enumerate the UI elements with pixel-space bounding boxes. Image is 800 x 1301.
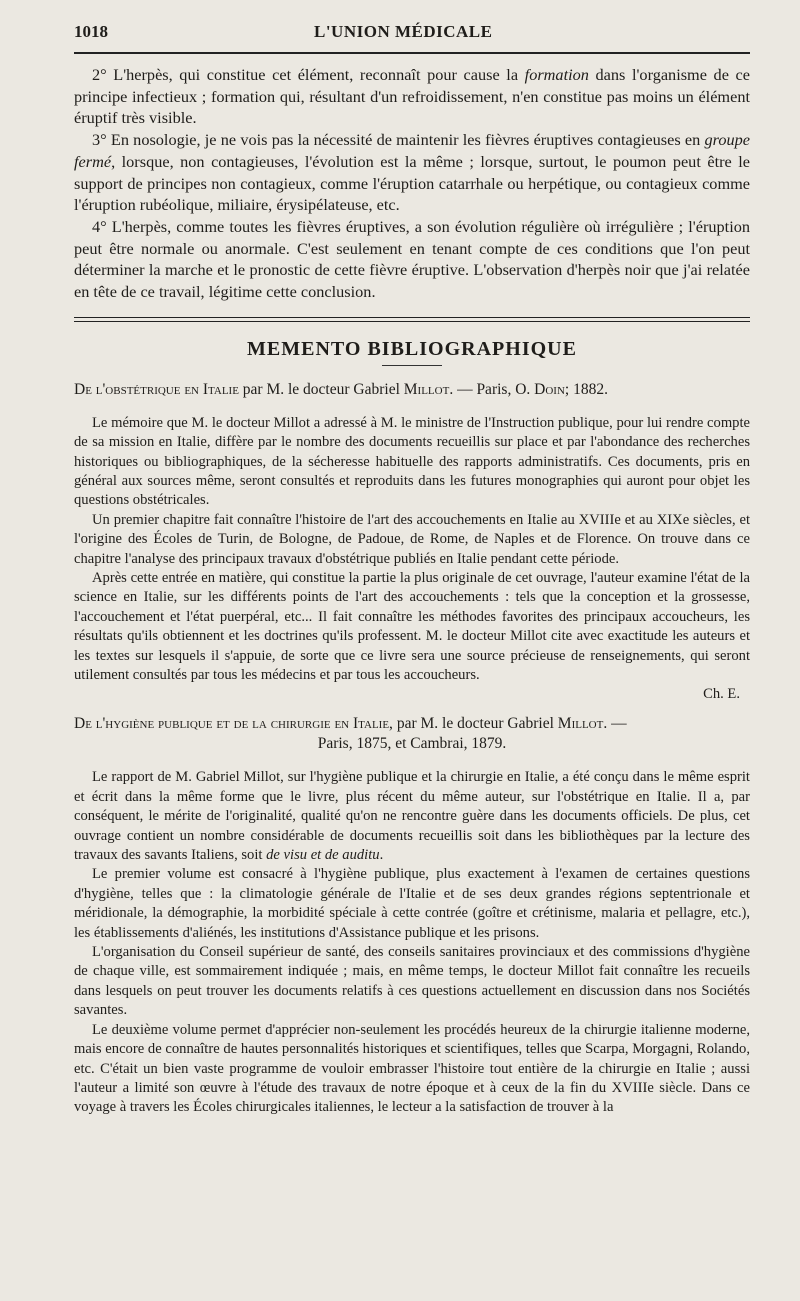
article-conclusion xyxy=(74,64,750,303)
page-header xyxy=(74,22,750,54)
section-divider xyxy=(74,317,750,322)
review-obstetrique xyxy=(74,380,750,705)
review-hygiene xyxy=(74,714,750,1117)
review-reference: De l'obstétrique en Italie par M. le docteur Gabriel Millot. — Paris, O. Doin; 1882. xyxy=(74,380,608,398)
running-head: L'UNION MÉDICALE xyxy=(314,22,493,41)
paragraph-3: 3° En nosologie, je ne vois pas la nécessité de maintenir les fièvres éruptives contagieuses en groupe fermé, lorsque, non contagieuses, l'évolution est la même ; lorsque, surtout, le poumon peut être le support de principes non contagieux, comme l'éruption catarrhale ou herpétique, ou contagieux comme l'éruption rubéolique, miliaire, érysipélateuse, etc. xyxy=(74,130,750,215)
review-paragraph: Le premier volume est consacré à l'hygiène publique, plus exactement à l'examen de certaines questions d'hygiène, telles que : la climatologie générale de l'Italie et de ses deux grandes régions septentrionale et méridionale, la démographie, la morbidité spéciale à cette contrée (goître et crétinisme, malaria et pellagre, etc.), les établissements d'aliénés, les institutions d'Assistance publique et les prisons. xyxy=(74,866,750,941)
review-paragraph: Après cette entrée en matière, qui constitue la partie la plus originale de cet ouvrage, l'auteur examine l'état de la science en Italie, sur les différents points de l'art des accouchements : tels que la conception et la grossesse, l'accouchement et l'état puerpéral, etc... Il fait connaître les méthodes favorites des principaux accoucheurs, les résultats qu'ils obtiennent et les doctrines qu'ils professent. M. le docteur Millot cite avec exactitude les auteurs et les textes sur lesquels il s'appuie, de sorte que ce livre sera une source précieuse de renseignements, qui seront utilement consultés par tous les médecins et par tous les accoucheurs. xyxy=(74,569,750,684)
paragraph-2: 2° L'herpès, qui constitue cet élément, reconnaît pour cause la formation dans l'organisme de ce principe infectieux ; formation qui, résultant d'un refroidissement, n'en constitue pas moins un élément éruptif très visible. xyxy=(74,65,750,128)
review-signature: Ch. E. xyxy=(703,686,740,703)
section-title: MEMENTO BIBLIOGRAPHIQUE xyxy=(247,337,577,360)
review-paragraph: Un premier chapitre fait connaître l'histoire de l'art des accouchements en Italie au XVIIIe et au XIXe siècles, et l'origine des Écoles de Turin, de Bologne, de Padoue, de Rome, de Naples et de Florence. On trouve dans ce chapitre l'analyse des principaux travaux d'obstétrique publiés en Italie pendant cette période. xyxy=(74,511,750,567)
review-reference: De l'hygiène publique et de la chirurgie en Italie, par M. le docteur Gabriel Millot. — Paris, 1875, et Cambrai, 1879. xyxy=(74,715,627,753)
page-number: 1018 xyxy=(74,22,108,41)
review-paragraph: Le deuxième volume permet d'apprécier non-seulement les procédés heureux de la chirurgie italienne moderne, mais encore de connaître de hautes personnalités historiques et scientifiques, telles que Scarpa, Morgagni, Rolando, etc. C'était un bien vaste programme de vouloir embrasser l'histoire tout entière de la chirurgie en Italie ; aussi l'auteur a limité son œuvre à l'étude des travaux de notre époque et à ceux de la fin du XVIIIe siècle. Dans ce voyage à travers les Écoles chirurgicales italiennes, le lecteur a la satisfaction de trouver à la xyxy=(74,1021,750,1116)
title-underline xyxy=(382,365,442,366)
paragraph-4: 4° L'herpès, comme toutes les fièvres éruptives, a son évolution régulière où irrégulière ; l'éruption peut être normale ou anormale. C'est seulement en tenant compte de ces conditions que l'on peut déterminer la marche et le pronostic de cette fièvre éruptive. L'observation d'herpès noir que j'ai relatée en tête de ce travail, légitime cette conclusion. xyxy=(74,216,750,302)
review-paragraph: Le mémoire que M. le docteur Millot a adressé à M. le ministre de l'Instruction publique, pour lui rendre compte de sa mission en Italie, diffère par le nombre des documents recueillis sur place et par l'abondance des recherches historiques ou bibliographiques, de la sécheresse habituelle des rapports administratifs. Ces documents, pris en général aux sources même, seront consultés et reproduits dans les futures monographies qui auront pour objet les questions obstétricales. xyxy=(74,414,750,509)
review-paragraph: L'organisation du Conseil supérieur de santé, des conseils sanitaires provinciaux et des commissions d'hygiène de chaque ville, est sommairement indiquée ; mais, en même temps, le docteur Millot fait connaître les recueils dans lesquels on peut trouver les documents relatifs à ces questions actuellement en discussion dans nos Sociétés savantes. xyxy=(74,944,750,1019)
review-paragraph: Le rapport de M. Gabriel Millot, sur l'hygiène publique et la chirurgie en Italie, a été conçu dans le même esprit et écrit dans la même forme que le livre, plus récent du même auteur, sur l'obstétrique en Italie. Il a, par conséquent, le mérite de l'originalité, qualité qu'on ne rencontre guère dans les documents officiels. De plus, cet ouvrage contient un nombre considérable de documents recueillis soit dans les bibliothèques par la lecture des travaux des savants Italiens, soit de visu et de auditu. xyxy=(74,769,750,864)
